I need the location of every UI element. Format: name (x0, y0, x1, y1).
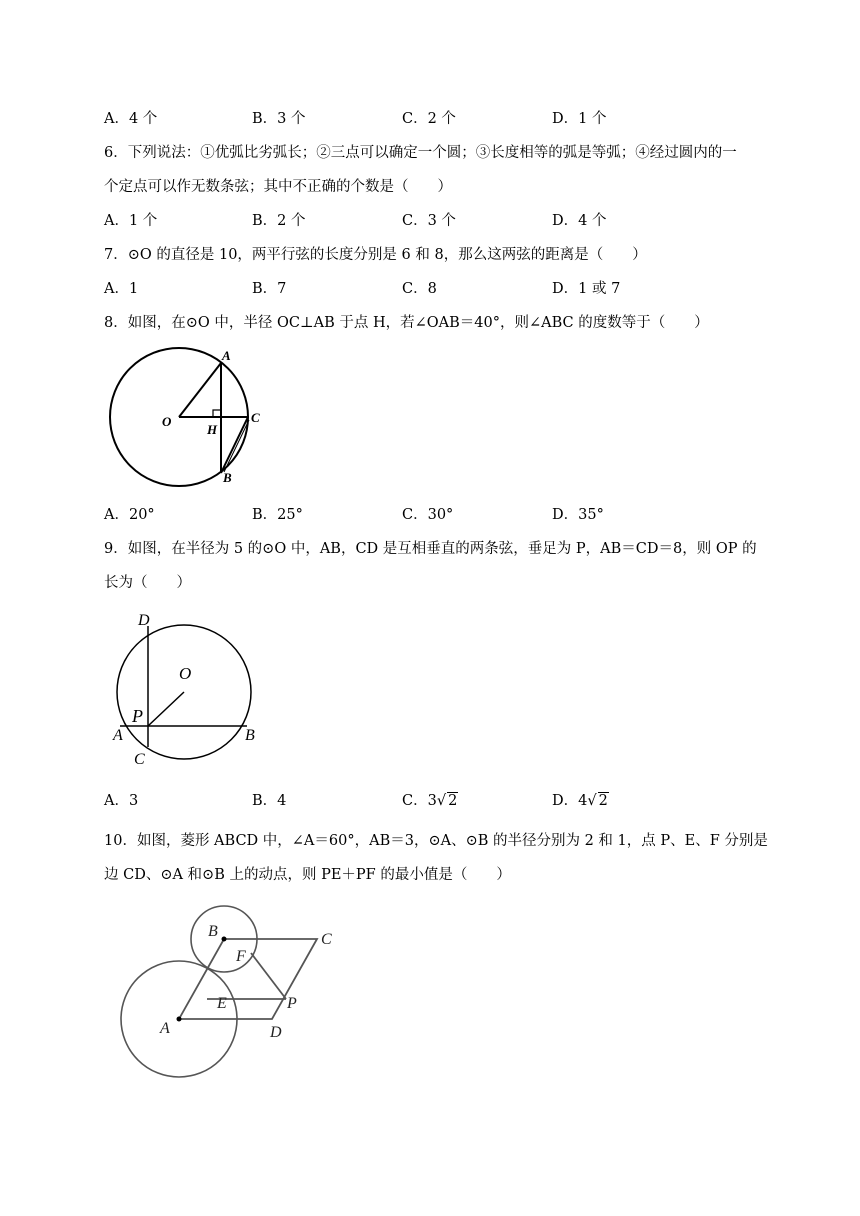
q8-option-b: B．25° (252, 507, 303, 523)
q9-options (104, 791, 764, 811)
q9-option-a: A．3 (104, 793, 139, 809)
q10-label-a: A (160, 1020, 170, 1037)
q5-option-a: A．4 个 (104, 111, 158, 127)
q9-label-b: B (245, 727, 255, 744)
q8-label-o: O (162, 414, 172, 429)
q8-right-angle-mark (213, 410, 221, 417)
q9-option-c-prefix: C． (402, 793, 428, 809)
q6-option-d: D．4 个 (552, 213, 607, 229)
q5-options (104, 109, 764, 129)
q10-label-c: C (321, 931, 332, 948)
q8-label-a: A (222, 348, 231, 363)
q9-segment-op (148, 692, 184, 726)
q5-option-b: B．3 个 (252, 111, 306, 127)
q8-figure (100, 340, 280, 495)
q9-option-c-coef: 3 (427, 793, 437, 809)
q5-option-d: D．1 个 (552, 111, 607, 127)
q9-stem-line2: 长为（ ） (104, 575, 191, 591)
q9-option-d-radicand: 2 (598, 793, 608, 809)
q9-option-d-coef: 4 (578, 793, 588, 809)
q10-label-b: B (208, 923, 218, 940)
q8-options (104, 505, 764, 525)
q9-label-o: O (179, 664, 192, 683)
q8-label-b: B (223, 470, 232, 485)
q8-option-a: A．20° (104, 507, 155, 523)
q8-stem: 8．如图，在⊙O 中，半径 OC⊥AB 于点 H，若∠OAB＝40°，则∠ABC 的度数等于（ ） (104, 315, 709, 331)
q7-option-c: C．8 (402, 281, 437, 297)
q6-option-a: A．1 个 (104, 213, 158, 229)
q9-option-d: D．4√ 2 (552, 793, 608, 809)
q8-segment-oa (179, 363, 221, 417)
q10-stem-line2: 边 CD、⊙A 和⊙B 上的动点，则 PE＋PF 的最小值是（ ） (104, 867, 511, 883)
q6-stem-line1: 6．下列说法：①优弧比劣弧长；②三点可以确定一个圆；③长度相等的弧是等弧；④经过圆内的一 (104, 145, 737, 161)
q9-option-c-radicand: 2 (448, 793, 458, 809)
q10-stem-line1: 10．如图，菱形 ABCD 中，∠A＝60°，AB＝3，⊙A、⊙B 的半径分别为 2 和 1，点 P、E、F 分别是 (104, 833, 768, 849)
q6-options (104, 211, 764, 231)
q9-option-c: C．3√ 2 (402, 793, 458, 809)
q9-stem-line1: 9．如图，在半径为 5 的⊙O 中，AB，CD 是互相垂直的两条弦，垂足为 P，AB＝CD＝8，则 OP 的 (104, 541, 757, 557)
q10-label-d: D (270, 1024, 282, 1041)
q7-option-d: D．1 或 7 (552, 281, 621, 297)
q7-option-b: B．7 (252, 281, 287, 297)
q9-label-p: P (132, 706, 143, 726)
q8-segment-bc (221, 417, 248, 473)
q6-option-c: C．3 个 (402, 213, 456, 229)
q8-label-h: H (207, 422, 218, 437)
q8-label-c: C (251, 410, 260, 425)
q6-stem-line2: 个定点可以作无数条弦；其中不正确的个数是（ ） (104, 179, 452, 195)
q7-stem: 7．⊙O 的直径是 10，两平行弦的长度分别是 6 和 8，那么这两弦的距离是（ ） (104, 247, 647, 263)
q9-label-a: A (113, 727, 123, 744)
q8-option-c: C．30° (402, 507, 454, 523)
q8-option-d: D．35° (552, 507, 604, 523)
q9-option-d-prefix: D． (552, 793, 579, 809)
q10-label-f: F (236, 948, 246, 965)
q10-center-b (222, 937, 227, 942)
q10-center-a (177, 1017, 182, 1022)
q6-option-b: B．2 个 (252, 213, 306, 229)
q10-label-p: P (287, 995, 297, 1012)
q8-segment-bc2 (224, 420, 249, 472)
q10-figure (115, 895, 355, 1085)
q9-label-c: C (134, 751, 145, 768)
q7-options (104, 279, 764, 299)
q7-option-a: A．1 (104, 281, 139, 297)
q5-option-c: C．2 个 (402, 111, 456, 127)
q10-segment-fp (251, 953, 286, 999)
q9-figure (105, 605, 265, 770)
q10-label-e: E (217, 995, 227, 1012)
q9-option-b: B．4 (252, 793, 287, 809)
q9-label-d: D (138, 612, 150, 629)
